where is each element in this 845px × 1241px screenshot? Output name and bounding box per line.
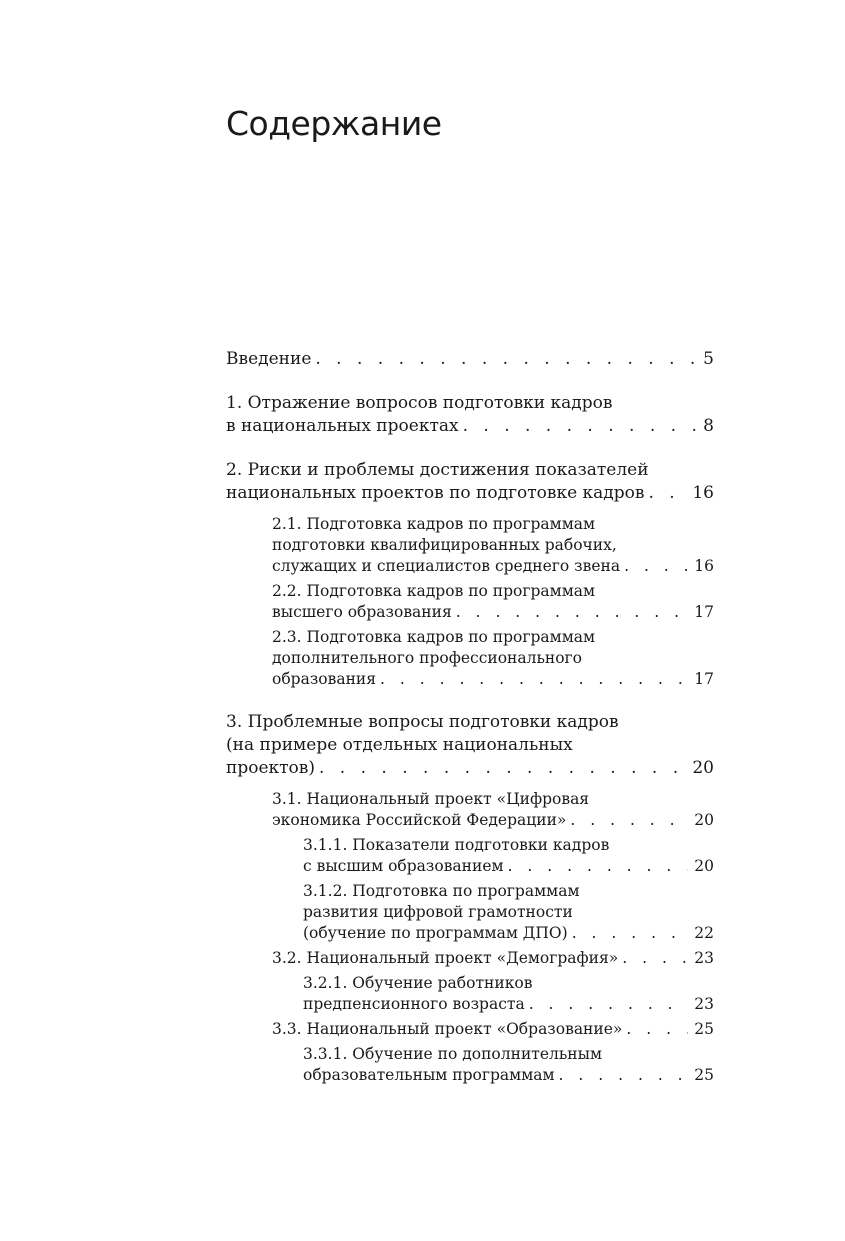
table-of-contents: [226, 348, 714, 1086]
toc-entry-last-line: [303, 1065, 714, 1086]
toc-entry-last-line: [226, 482, 714, 505]
toc-page-number: 17: [694, 670, 714, 688]
toc-entry-title: образования: [272, 670, 377, 688]
toc-entry-line: 2. Риски и проблемы достижения показателей: [226, 460, 649, 480]
toc-entry-line: 3.1.1. Показатели подготовки кадров: [303, 836, 610, 854]
toc-entry-line: 2.2. Подготовка кадров по программам: [272, 582, 596, 600]
toc-page-number: 23: [694, 995, 714, 1013]
toc-entry-line: 3. Проблемные вопросы подготовки кадров: [226, 712, 619, 732]
dot-leader: [315, 348, 699, 371]
toc-entry-title: образовательным программам: [303, 1066, 555, 1084]
page-title: Содержание: [226, 104, 442, 143]
toc-entry-title: (обучение по программам ДПО): [303, 924, 568, 942]
toc-entry[interactable]: [226, 835, 714, 877]
toc-entry-line: 3.2.1. Обучение работников: [303, 974, 533, 992]
toc-entry-last-line: [303, 994, 714, 1015]
toc-entry[interactable]: [226, 711, 714, 780]
dot-leader: [508, 856, 688, 877]
toc-entry-last-line: [226, 757, 714, 780]
dot-leader: [463, 415, 700, 438]
toc-entry-last-line: [303, 856, 714, 877]
toc-page-number: 20: [692, 758, 714, 778]
toc-entry-title: экономика Российской Федерации»: [272, 811, 567, 829]
toc-page-number: 23: [694, 949, 714, 967]
dot-leader: [319, 757, 688, 780]
toc-entry[interactable]: [226, 627, 714, 690]
toc-entry[interactable]: [226, 348, 714, 371]
toc-page-number: 20: [694, 811, 714, 829]
toc-entry-line: 2.3. Подготовка кадров по программам: [272, 628, 596, 646]
toc-entry-last-line: [226, 415, 714, 438]
toc-entry[interactable]: [226, 581, 714, 623]
toc-entry-title: 3.2. Национальный проект «Демография»: [272, 949, 619, 967]
dot-leader: [626, 1019, 688, 1040]
toc-page-number: 17: [694, 603, 714, 621]
dot-leader: [559, 1065, 688, 1086]
dot-leader: [648, 482, 688, 505]
toc-entry-title: Введение: [226, 349, 312, 369]
toc-entry-title: проектов): [226, 758, 315, 778]
toc-entry-title: высшего образования: [272, 603, 452, 621]
toc-entry-title: национальных проектов по подготовке кадров: [226, 483, 645, 503]
toc-entry-last-line: [226, 348, 714, 371]
toc-entry-last-line: [272, 669, 714, 690]
toc-entry-title: в национальных проектах: [226, 416, 459, 436]
toc-entry-title: 3.3. Национальный проект «Образование»: [272, 1020, 623, 1038]
toc-entry[interactable]: [226, 948, 714, 969]
toc-entry-line: 2.1. Подготовка кадров по программам: [272, 515, 596, 533]
toc-page-number: 16: [694, 557, 714, 575]
toc-page-number: 22: [694, 924, 714, 942]
toc-entry-last-line: [272, 810, 714, 831]
toc-entry-title: служащих и специалистов среднего звена: [272, 557, 621, 575]
dot-leader: [529, 994, 688, 1015]
toc-entry-last-line: [272, 1019, 714, 1040]
toc-page-number: 5: [703, 349, 714, 369]
toc-page-number: 8: [703, 416, 714, 436]
toc-entry-line: развития цифровой грамотности: [303, 903, 573, 921]
dot-leader: [622, 948, 688, 969]
dot-leader: [380, 669, 688, 690]
toc-entry-line: 3.1. Национальный проект «Цифровая: [272, 790, 590, 808]
toc-entry-line: 3.3.1. Обучение по дополнительным: [303, 1045, 603, 1063]
dot-leader: [624, 556, 688, 577]
toc-entry[interactable]: [226, 973, 714, 1015]
toc-entry-line: дополнительного профессионального: [272, 649, 583, 667]
toc-entry-last-line: [272, 948, 714, 969]
toc-entry[interactable]: [226, 789, 714, 831]
toc-page-number: 25: [694, 1066, 714, 1084]
toc-entry[interactable]: [226, 1044, 714, 1086]
toc-page-number: 16: [692, 483, 714, 503]
toc-entry-line: 3.1.2. Подготовка по программам: [303, 882, 580, 900]
toc-page-number: 25: [694, 1020, 714, 1038]
toc-entry-title: предпенсионного возраста: [303, 995, 525, 1013]
toc-entry[interactable]: [226, 881, 714, 944]
toc-entry-line: 1. Отражение вопросов подготовки кадров: [226, 393, 613, 413]
toc-entry-title: с высшим образованием: [303, 857, 504, 875]
dot-leader: [572, 923, 688, 944]
toc-entry[interactable]: [226, 514, 714, 577]
toc-entry[interactable]: [226, 392, 714, 438]
toc-entry-line: подготовки квалифицированных рабочих,: [272, 536, 617, 554]
toc-entry-last-line: [272, 602, 714, 623]
toc-entry[interactable]: [226, 459, 714, 505]
dot-leader: [570, 810, 688, 831]
dot-leader: [456, 602, 688, 623]
toc-entry-line: (на примере отдельных национальных: [226, 735, 573, 755]
toc-entry-last-line: [303, 923, 714, 944]
toc-page-number: 20: [694, 857, 714, 875]
toc-entry[interactable]: [226, 1019, 714, 1040]
toc-entry-last-line: [272, 556, 714, 577]
